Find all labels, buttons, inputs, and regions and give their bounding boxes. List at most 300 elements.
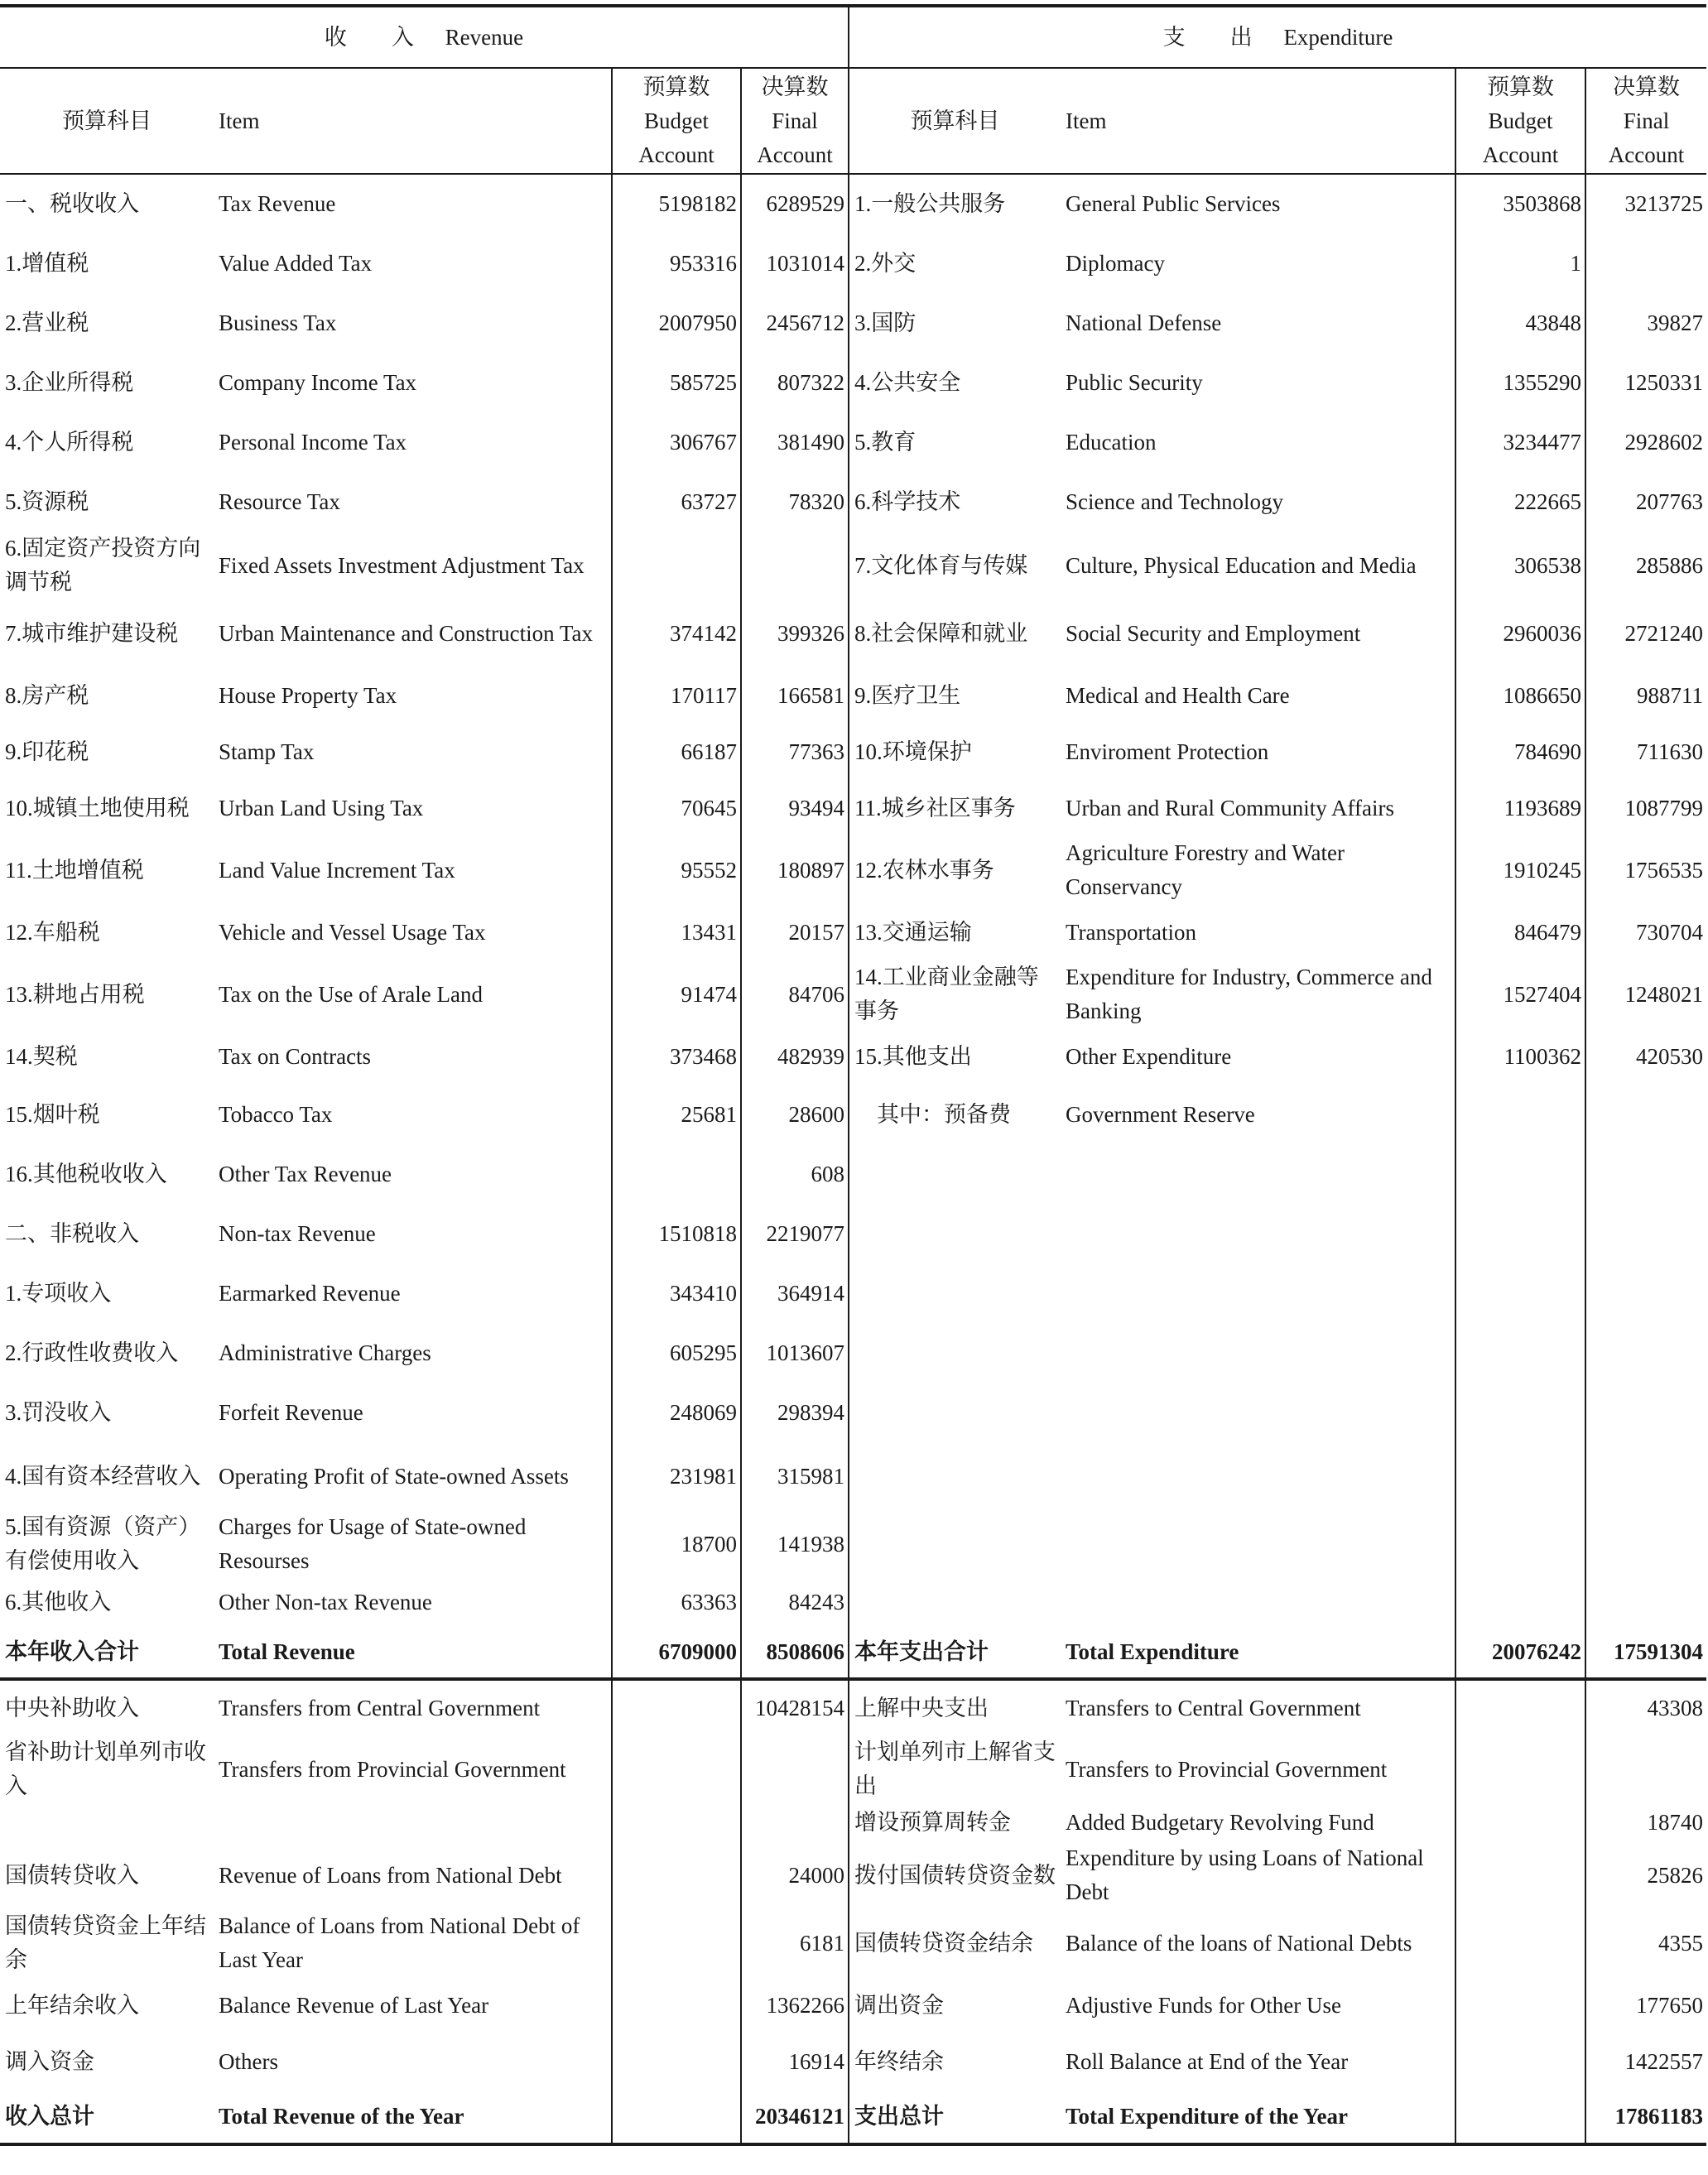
revenue-item-cell: Personal Income Tax: [219, 429, 407, 455]
expenditure-subject-cell: 8.社会保障和就业: [849, 599, 1061, 667]
revenue-item-cell: Urban Maintenance and Construction Tax: [219, 620, 593, 646]
revenue-final-cell: 24000: [741, 1841, 849, 1909]
expenditure-item-cell: Science and Technology: [1066, 488, 1284, 514]
revenue-item-cell: Stamp Tax: [219, 739, 315, 764]
expenditure-final-cell: [1585, 1085, 1706, 1144]
expenditure-subject-cell: [849, 1578, 1061, 1626]
expenditure-item-cell: Enviroment Protection: [1066, 739, 1269, 764]
revenue-budget-cell: 374142: [612, 599, 741, 667]
table-row: [0, 353, 1706, 412]
expenditure-subject-cell: 2.外交: [849, 233, 1061, 293]
revenue-final-cell: 20157: [741, 904, 849, 960]
revenue-subject-cell: 16.其他税收收入: [5, 1161, 167, 1186]
revenue-budget-cell: 70645: [612, 780, 741, 836]
revenue-item-cell: [214, 1803, 612, 1841]
expenditure-budget-cell: 1193689: [1455, 780, 1585, 836]
expenditure-subject-cell: 其中：预备费: [849, 1085, 1061, 1144]
expenditure-item-cell: [1061, 1323, 1455, 1383]
revenue-subject-cell: 8.房产税: [5, 682, 89, 708]
revenue-budget-cell: 585725: [612, 353, 741, 412]
expenditure-budget-cell: [1455, 1909, 1585, 1977]
revenue-subject-cell: 5.国有资源（资产）有偿使用收入: [5, 1514, 201, 1573]
revenue-budget-cell: 248069: [612, 1383, 741, 1442]
expenditure-item-cell: Expenditure by using Loans of National Debt: [1066, 1845, 1424, 1904]
expenditure-budget-cell: [1455, 1144, 1585, 1204]
revenue-budget-cell: 5198182: [612, 174, 741, 233]
revenue-item-cell: Other Non-tax Revenue: [219, 1589, 432, 1614]
expenditure-final-cell: 17861183: [1585, 2090, 1706, 2144]
revenue-subject-cell: 14.契税: [5, 1043, 78, 1069]
revenue-item-cell: Total Revenue of the Year: [214, 2090, 612, 2144]
expenditure-final-cell: 2928602: [1585, 412, 1706, 472]
revenue-subject-cell: 7.城市维护建设税: [5, 620, 179, 646]
expenditure-budget-cell: 1910245: [1455, 836, 1585, 904]
budget-header-en1: Budget: [644, 108, 709, 133]
expenditure-subject-cell: 计划单列市上解省支出: [849, 1735, 1061, 1803]
revenue-subject-cell: 国债转贷资金上年结余: [5, 1913, 206, 1972]
expenditure-item-cell: Culture, Physical Education and Media: [1066, 552, 1417, 578]
expenditure-item-cell: National Defense: [1066, 310, 1222, 335]
expenditure-final-cell: 43308: [1585, 1679, 1706, 1735]
revenue-subject-cell: 1.专项收入: [5, 1280, 112, 1306]
expenditure-item-cell: Total Expenditure: [1061, 1626, 1455, 1679]
transfer-row: [0, 1977, 1706, 2033]
expenditure-final-cell: 3213725: [1585, 174, 1706, 233]
expenditure-item-cell: [1061, 1578, 1455, 1626]
revenue-budget-cell: 2007950: [612, 293, 741, 353]
expenditure-budget-cell: 1086650: [1455, 667, 1585, 724]
revenue-subject-cell: 13.耕地占用税: [5, 981, 145, 1007]
revenue-budget-cell: 373468: [612, 1028, 741, 1085]
expenditure-subject-cell: 3.国防: [849, 293, 1061, 353]
revenue-item-cell: Tobacco Tax: [219, 1101, 333, 1127]
expenditure-final-cell: 39827: [1585, 293, 1706, 353]
expenditure-item-cell: [1061, 1442, 1455, 1510]
expenditure-budget-cell: 306538: [1455, 532, 1585, 599]
revenue-subject-cell: 省补助计划单列市收入: [5, 1740, 206, 1798]
expenditure-budget-cell: 846479: [1455, 904, 1585, 960]
revenue-item-cell: Tax on the Use of Arale Land: [219, 981, 484, 1007]
expenditure-final-cell: [1585, 1204, 1706, 1263]
expenditure-subject-cell: 15.其他支出: [849, 1028, 1061, 1085]
expenditure-subject-cell: 调出资金: [849, 1977, 1061, 2033]
expenditure-budget-cell: [1455, 1263, 1585, 1323]
grand-total-row: [0, 2090, 1706, 2144]
revenue-budget-cell: [612, 532, 741, 599]
expenditure-subject-cell: [849, 1144, 1061, 1204]
expenditure-final-cell: 730704: [1585, 904, 1706, 960]
revenue-final-cell: 298394: [741, 1383, 849, 1442]
revenue-subject-cell: 12.车船税: [5, 919, 100, 945]
expenditure-budget-cell: [1455, 1442, 1585, 1510]
expenditure-final-cell: [1585, 1442, 1706, 1510]
budget-table: [0, 4, 1706, 2146]
revenue-budget-cell: 18700: [612, 1510, 741, 1578]
revenue-item-cell: Others: [219, 2048, 278, 2074]
revenue-item-cell: Transfers from Provincial Government: [219, 1756, 566, 1782]
revenue-budget-cell: 343410: [612, 1263, 741, 1323]
expenditure-budget-cell: [1455, 2033, 1585, 2090]
transfer-row: [0, 1735, 1706, 1803]
revenue-subject-cell: 9.印花税: [5, 739, 89, 764]
revenue-item-cell: Balance Revenue of Last Year: [219, 1992, 489, 2018]
revenue-item-cell: Operating Profit of State-owned Assets: [219, 1463, 569, 1489]
revenue-subject-cell: 3.罚没收入: [5, 1399, 112, 1425]
expenditure-final-cell: 1087799: [1585, 780, 1706, 836]
expenditure-subject-cell: 国债转贷资金结余: [849, 1909, 1061, 1977]
revenue-subject-cell: 6.固定资产投资方向调节税: [5, 536, 201, 594]
expenditure-budget-cell: 1: [1455, 233, 1585, 293]
revenue-budget-cell: 1510818: [612, 1204, 741, 1263]
revenue-final-cell: 84243: [741, 1578, 849, 1626]
table-row: [0, 1204, 1706, 1263]
expenditure-title-en: Expenditure: [1283, 24, 1393, 50]
revenue-subject-cell: 15.烟叶税: [5, 1101, 100, 1127]
final-header-cn: 决算数: [1613, 74, 1681, 99]
expenditure-subject-cell: 年终结余: [849, 2033, 1061, 2090]
revenue-budget-cell: [612, 2090, 741, 2144]
revenue-item-cell: Revenue of Loans from National Debt: [219, 1862, 562, 1888]
revenue-subject-cell: 国债转贷收入: [5, 1862, 139, 1888]
expenditure-item-cell: Diplomacy: [1066, 250, 1165, 276]
expenditure-budget-cell: 1355290: [1455, 353, 1585, 412]
table-row: [0, 1144, 1706, 1204]
expenditure-budget-cell: [1455, 1323, 1585, 1383]
expenditure-item-cell: Transfers to Central Government: [1066, 1695, 1361, 1720]
expenditure-subject-cell: [849, 1204, 1061, 1263]
transfer-row: [0, 1803, 1706, 1841]
expenditure-item-cell: Balance of the loans of National Debts: [1066, 1930, 1412, 1956]
expenditure-item-header: Item: [1061, 68, 1455, 174]
expenditure-final-cell: 4355: [1585, 1909, 1706, 1977]
revenue-item-cell: House Property Tax: [219, 682, 397, 708]
revenue-final-cell: 166581: [741, 667, 849, 724]
revenue-budget-cell: 306767: [612, 412, 741, 472]
expenditure-budget-cell: [1455, 2090, 1585, 2144]
expenditure-subject-cell: 1.一般公共服务: [849, 174, 1061, 233]
expenditure-subject-cell: 9.医疗卫生: [849, 667, 1061, 724]
revenue-item-cell: Earmarked Revenue: [219, 1280, 401, 1306]
revenue-subject-cell: 二、非税收入: [5, 1220, 139, 1246]
table-row: [0, 960, 1706, 1028]
expenditure-subject-cell: [849, 1510, 1061, 1578]
revenue-subject-cell: 5.资源税: [5, 488, 89, 514]
revenue-subject-cell: 2.营业税: [5, 310, 89, 335]
final-header-en1: Final: [772, 108, 818, 133]
revenue-final-cell: 381490: [741, 412, 849, 472]
transfer-row: [0, 1679, 1706, 1735]
revenue-item-cell: Transfers from Central Government: [219, 1695, 541, 1720]
table-row: [0, 1510, 1706, 1578]
column-header-row: [0, 68, 1706, 174]
expenditure-final-cell: [1585, 1144, 1706, 1204]
expenditure-final-cell: [1585, 1383, 1706, 1442]
expenditure-subject-cell: 6.科学技术: [849, 472, 1061, 532]
revenue-item-cell: Value Added Tax: [219, 250, 373, 276]
expenditure-item-cell: [1061, 1383, 1455, 1442]
expenditure-item-cell: Total Expenditure of the Year: [1061, 2090, 1455, 2144]
budget-header-en2: Account: [638, 142, 714, 167]
expenditure-budget-cell: 784690: [1455, 724, 1585, 780]
revenue-final-cell: 807322: [741, 353, 849, 412]
revenue-final-cell: 16914: [741, 2033, 849, 2090]
revenue-final-cell: 608: [741, 1144, 849, 1204]
revenue-budget-cell: 95552: [612, 836, 741, 904]
revenue-item-cell: Tax Revenue: [219, 191, 336, 216]
revenue-item-cell: Balance of Loans from National Debt of Last Year: [219, 1913, 580, 1972]
table-row: [0, 1028, 1706, 1085]
table-row: [0, 1383, 1706, 1442]
table-row: [0, 1578, 1706, 1626]
revenue-budget-cell: 13431: [612, 904, 741, 960]
expenditure-final-cell: 420530: [1585, 1028, 1706, 1085]
revenue-subject-cell: [0, 1803, 214, 1841]
table-row: [0, 1085, 1706, 1144]
expenditure-section-title: [849, 6, 1706, 68]
revenue-budget-cell: [612, 1909, 741, 1977]
expenditure-item-cell: Added Budgetary Revolving Fund: [1066, 1809, 1374, 1835]
revenue-subject-cell: 中央补助收入: [5, 1695, 139, 1720]
expenditure-final-cell: 207763: [1585, 472, 1706, 532]
expenditure-final-cell: [1585, 1578, 1706, 1626]
expenditure-final-cell: 18740: [1585, 1803, 1706, 1841]
expenditure-item-cell: Medical and Health Care: [1066, 682, 1290, 708]
budget-header-cn: 预算数: [1487, 74, 1555, 99]
revenue-item-cell: Forfeit Revenue: [219, 1399, 363, 1425]
expenditure-item-cell: Transfers to Provincial Government: [1066, 1756, 1388, 1782]
total-row: [0, 1626, 1706, 1679]
revenue-item-cell: Business Tax: [219, 310, 337, 335]
revenue-budget-cell: 63727: [612, 472, 741, 532]
expenditure-subject-cell: 5.教育: [849, 412, 1061, 472]
expenditure-budget-cell: 20076242: [1455, 1626, 1585, 1679]
revenue-subject-header: 预算科目: [0, 68, 214, 174]
expenditure-final-cell: 1250331: [1585, 353, 1706, 412]
table-row: [0, 472, 1706, 532]
revenue-final-cell: 2219077: [741, 1204, 849, 1263]
expenditure-subject-cell: [849, 1263, 1061, 1323]
revenue-budget-cell: 6709000: [612, 1626, 741, 1679]
expenditure-final-cell: 1248021: [1585, 960, 1706, 1028]
expenditure-final-cell: 25826: [1585, 1841, 1706, 1909]
revenue-item-cell: Charges for Usage of State-owned Resourses: [219, 1514, 527, 1573]
revenue-item-cell: Other Tax Revenue: [219, 1161, 392, 1186]
revenue-final-cell: 180897: [741, 836, 849, 904]
transfer-row: [0, 1841, 1706, 1909]
expenditure-subject-cell: [849, 1383, 1061, 1442]
expenditure-final-header: [1585, 68, 1706, 174]
revenue-subject-cell: 4.个人所得税: [5, 429, 134, 455]
expenditure-item-cell: Government Reserve: [1066, 1101, 1255, 1127]
expenditure-final-cell: [1585, 1323, 1706, 1383]
table-row: [0, 724, 1706, 780]
revenue-item-cell: Tax on Contracts: [219, 1043, 372, 1069]
revenue-budget-cell: 91474: [612, 960, 741, 1028]
expenditure-subject-cell: 13.交通运输: [849, 904, 1061, 960]
table-row: [0, 293, 1706, 353]
expenditure-item-cell: [1061, 1204, 1455, 1263]
revenue-final-cell: 93494: [741, 780, 849, 836]
revenue-title-en: Revenue: [445, 24, 524, 50]
expenditure-final-cell: 711630: [1585, 724, 1706, 780]
expenditure-subject-cell: 增设预算周转金: [849, 1803, 1061, 1841]
expenditure-budget-cell: 3234477: [1455, 412, 1585, 472]
expenditure-budget-cell: [1455, 1510, 1585, 1578]
expenditure-budget-cell: [1455, 1204, 1585, 1263]
table-row: [0, 1323, 1706, 1383]
expenditure-item-cell: Public Security: [1066, 369, 1203, 395]
expenditure-final-cell: [1585, 233, 1706, 293]
table-row: [0, 174, 1706, 233]
expenditure-final-cell: 285886: [1585, 532, 1706, 599]
revenue-final-cell: 6289529: [741, 174, 849, 233]
expenditure-final-cell: [1585, 1510, 1706, 1578]
revenue-budget-cell: [612, 1679, 741, 1735]
revenue-budget-cell: 953316: [612, 233, 741, 293]
expenditure-budget-cell: 1527404: [1455, 960, 1585, 1028]
table-row: [0, 836, 1706, 904]
expenditure-subject-cell: 14.工业商业金融等事务: [849, 960, 1061, 1028]
revenue-item-cell: Resource Tax: [219, 488, 340, 514]
expenditure-budget-cell: 2960036: [1455, 599, 1585, 667]
revenue-title-cn: 收 入: [324, 24, 414, 50]
revenue-budget-cell: 605295: [612, 1323, 741, 1383]
revenue-final-cell: 77363: [741, 724, 849, 780]
revenue-subject-cell: 6.其他收入: [5, 1589, 112, 1614]
revenue-item-cell: Company Income Tax: [219, 369, 417, 395]
expenditure-budget-cell: 3503868: [1455, 174, 1585, 233]
revenue-final-cell: [741, 1803, 849, 1841]
expenditure-title-cn: 支 出: [1162, 24, 1253, 50]
revenue-budget-cell: 170117: [612, 667, 741, 724]
transfer-body: [0, 1679, 1706, 2144]
revenue-final-cell: 1031014: [741, 233, 849, 293]
revenue-final-cell: 8508606: [741, 1626, 849, 1679]
revenue-item-cell: Administrative Charges: [219, 1340, 431, 1365]
revenue-item-cell: Urban Land Using Tax: [219, 795, 424, 820]
revenue-budget-cell: [612, 1977, 741, 2033]
revenue-subject-cell: 3.企业所得税: [5, 369, 134, 395]
revenue-item-cell: Total Revenue: [214, 1626, 612, 1679]
revenue-budget-cell: 25681: [612, 1085, 741, 1144]
revenue-subject-cell: 调入资金: [5, 2048, 94, 2074]
revenue-final-cell: 78320: [741, 472, 849, 532]
final-header-cn: 决算数: [761, 74, 829, 99]
expenditure-subject-header: 预算科目: [849, 68, 1061, 174]
main-body: [0, 174, 1706, 1679]
expenditure-budget-cell: [1455, 1679, 1585, 1735]
expenditure-item-cell: Adjustive Funds for Other Use: [1066, 1992, 1341, 2018]
revenue-subject-cell: 11.土地增值税: [5, 857, 144, 883]
revenue-subject-cell: 一、税收收入: [5, 191, 139, 216]
expenditure-item-cell: Urban and Rural Community Affairs: [1066, 795, 1394, 820]
revenue-budget-cell: [612, 1803, 741, 1841]
expenditure-item-cell: Transportation: [1066, 919, 1197, 945]
revenue-final-cell: 399326: [741, 599, 849, 667]
revenue-final-cell: [741, 1735, 849, 1803]
expenditure-item-cell: Other Expenditure: [1066, 1043, 1232, 1069]
expenditure-subject-cell: 10.环境保护: [849, 724, 1061, 780]
transfer-row: [0, 2033, 1706, 2090]
revenue-item-cell: Land Value Increment Tax: [219, 857, 455, 883]
revenue-subject-cell: 收入总计: [0, 2090, 214, 2144]
revenue-budget-cell: [612, 1735, 741, 1803]
expenditure-subject-cell: 拨付国债转贷资金数: [849, 1841, 1061, 1909]
table-row: [0, 667, 1706, 724]
table-row: [0, 599, 1706, 667]
revenue-subject-cell: 10.城镇土地使用税: [5, 795, 190, 820]
expenditure-budget-cell: [1455, 1383, 1585, 1442]
expenditure-budget-cell: [1455, 1841, 1585, 1909]
expenditure-final-cell: 988711: [1585, 667, 1706, 724]
revenue-subject-cell: 上年结余收入: [5, 1992, 139, 2018]
revenue-final-cell: 1013607: [741, 1323, 849, 1383]
revenue-final-cell: 482939: [741, 1028, 849, 1085]
expenditure-item-cell: [1061, 1510, 1455, 1578]
expenditure-item-cell: [1061, 1144, 1455, 1204]
revenue-final-cell: 2456712: [741, 293, 849, 353]
expenditure-budget-cell: [1455, 1085, 1585, 1144]
expenditure-item-cell: Expenditure for Industry, Commerce and Banking: [1066, 965, 1432, 1023]
revenue-final-cell: [741, 532, 849, 599]
budget-header-en1: Budget: [1488, 108, 1553, 133]
expenditure-budget-header: [1455, 68, 1585, 174]
revenue-final-cell: 28600: [741, 1085, 849, 1144]
table-row: [0, 780, 1706, 836]
revenue-final-cell: 10428154: [741, 1679, 849, 1735]
revenue-final-cell: 141938: [741, 1510, 849, 1578]
revenue-budget-cell: [612, 1841, 741, 1909]
expenditure-budget-cell: [1455, 1803, 1585, 1841]
expenditure-budget-cell: [1455, 1735, 1585, 1803]
revenue-budget-cell: [612, 2033, 741, 2090]
expenditure-budget-cell: 43848: [1455, 293, 1585, 353]
expenditure-item-cell: Education: [1066, 429, 1157, 455]
table-row: [0, 233, 1706, 293]
transfer-row: [0, 1909, 1706, 1977]
revenue-section-title: [0, 6, 849, 68]
expenditure-item-cell: Social Security and Employment: [1066, 620, 1361, 646]
expenditure-final-cell: 177650: [1585, 1977, 1706, 2033]
table-row: [0, 412, 1706, 472]
expenditure-subject-cell: [849, 1442, 1061, 1510]
expenditure-final-cell: 1756535: [1585, 836, 1706, 904]
expenditure-item-cell: Agriculture Forestry and Water Conservancy: [1066, 840, 1345, 899]
expenditure-item-cell: Roll Balance at End of the Year: [1066, 2048, 1349, 2074]
revenue-item-header: Item: [214, 68, 612, 174]
revenue-item-cell: Non-tax Revenue: [219, 1220, 376, 1246]
expenditure-final-cell: 1422557: [1585, 2033, 1706, 2090]
expenditure-budget-cell: [1455, 1578, 1585, 1626]
revenue-final-cell: 84706: [741, 960, 849, 1028]
expenditure-budget-cell: [1455, 1977, 1585, 2033]
revenue-subject-cell: 本年收入合计: [0, 1626, 214, 1679]
revenue-item-cell: Fixed Assets Investment Adjustment Tax: [219, 552, 585, 578]
expenditure-subject-cell: 上解中央支出: [849, 1679, 1061, 1735]
revenue-subject-cell: 2.行政性收费收入: [5, 1340, 179, 1365]
expenditure-final-cell: [1585, 1263, 1706, 1323]
expenditure-final-cell: 2721240: [1585, 599, 1706, 667]
revenue-budget-cell: 63363: [612, 1578, 741, 1626]
revenue-budget-cell: 66187: [612, 724, 741, 780]
table-row: [0, 904, 1706, 960]
table-row: [0, 1263, 1706, 1323]
revenue-final-cell: 6181: [741, 1909, 849, 1977]
budget-header-cn: 预算数: [642, 74, 710, 99]
revenue-budget-cell: 231981: [612, 1442, 741, 1510]
revenue-budget-header: [612, 68, 741, 174]
revenue-subject-cell: 1.增值税: [5, 250, 89, 276]
